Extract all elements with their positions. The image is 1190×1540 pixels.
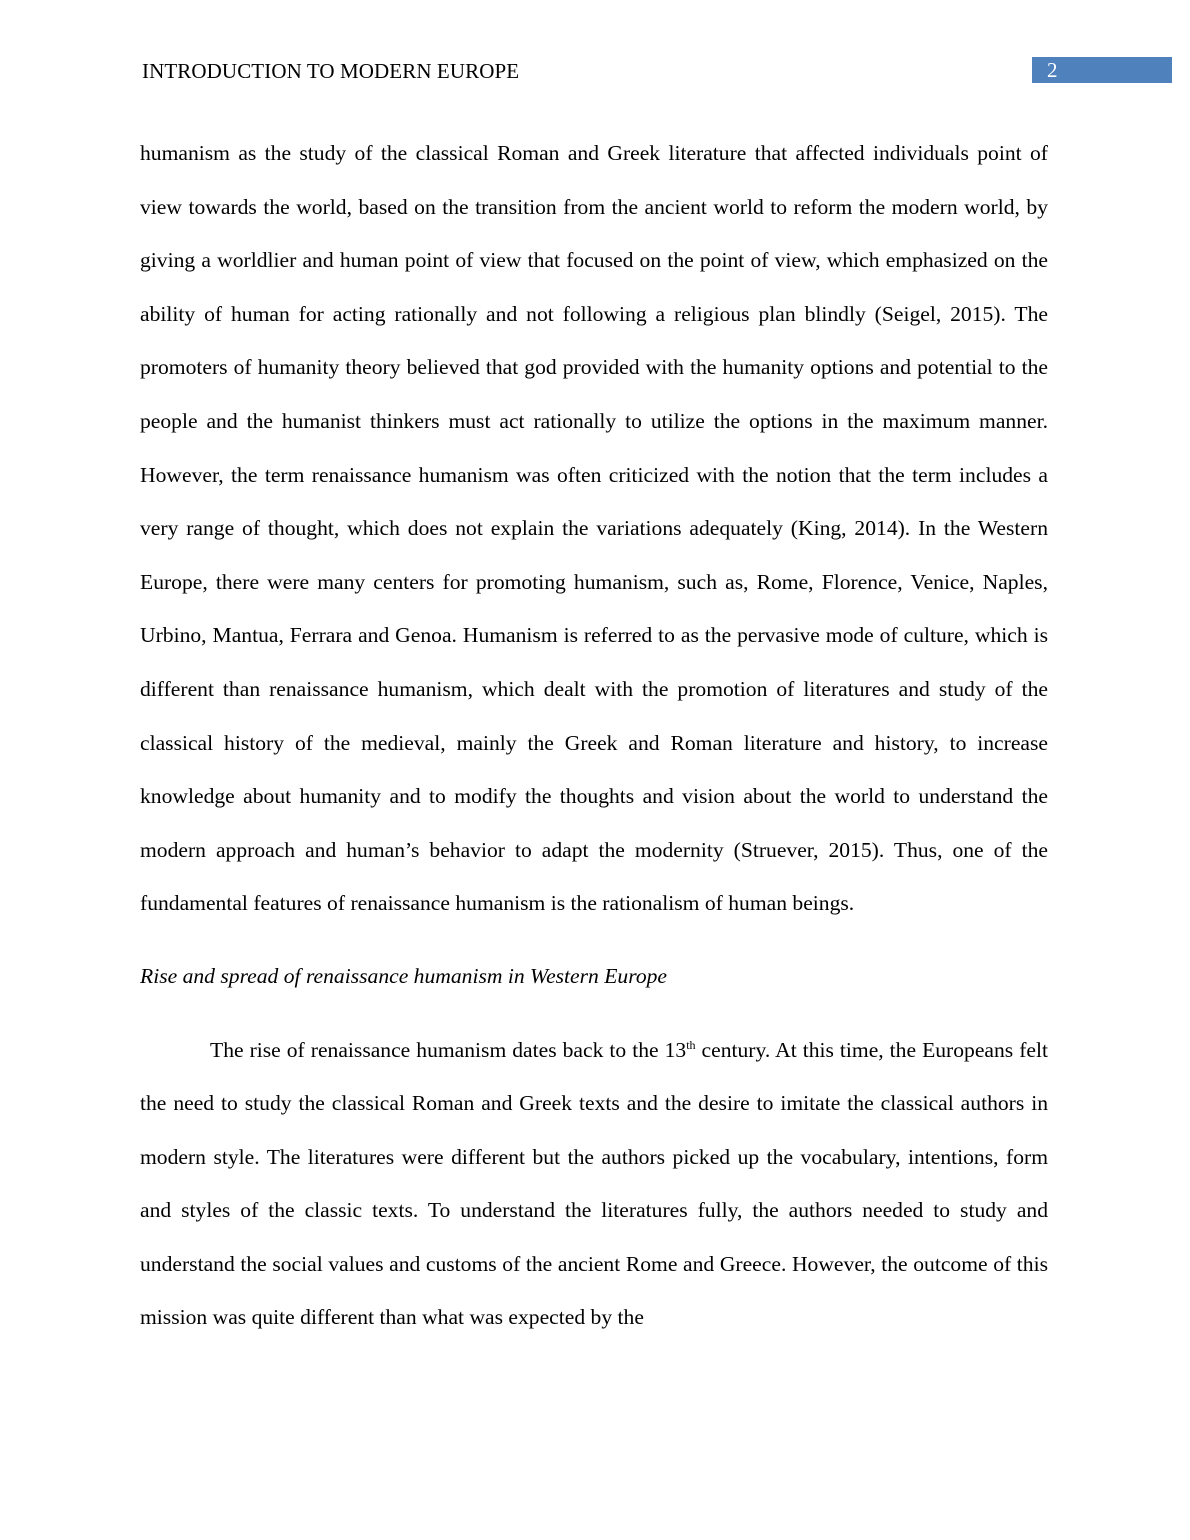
ordinal-superscript: th [686, 1037, 696, 1052]
body-paragraph: humanism as the study of the classical Roman and Greek literature that affected individuals point of view towards the world, based on the transition from the ancient world to reform the modern world, by giving a worldlier and human point of view that focused on the point of view, which emphasized on the ability of human for acting rationally and not following a religious plan blindly (Seigel, 2015). The promoters of humanity theory believed that god provided with the humanity options and potential to the people and the humanist thinkers must act rationally to utilize the options in the maximum manner. However, the term renaissance humanism was often criticized with the notion that the term includes a very range of thought, which does not explain the variations adequately (King, 2014). In the Western Europe, there were many centers for promoting humanism, such as, Rome, Florence, Venice, Naples, Urbino, Mantua, Ferrara and Genoa. Humanism is referred to as the pervasive mode of culture, which is different than renaissance humanism, which dealt with the promotion of literatures and study of the classical history of the medieval, mainly the Greek and Roman literature and history, to increase knowledge about humanity and to modify the thoughts and vision about the world to understand the modern approach and human’s behavior to adapt the modernity (Struever, 2015). Thus, one of the fundamental features of renaissance humanism is the rationalism of human beings. [140, 141, 1048, 916]
page-number: 2 [1047, 58, 1058, 82]
body-paragraph [140, 1024, 1048, 1346]
page-number-box [1032, 57, 1172, 83]
paragraph-text: century. At this time, the Europeans felt the need to study the classical Roman and Greek texts and the desire to imitate the classical authors in modern style. The literatures were different but the authors picked up the vocabulary, intentions, form and styles of the classic texts. To understand the literatures fully, the authors needed to study and understand the social values and customs of the ancient Rome and Greece. However, the outcome of this mission was quite different than what was expected by the [140, 1037, 1048, 1330]
running-head: INTRODUCTION TO MODERN EUROPE [142, 59, 520, 83]
section-heading: Rise and spread of renaissance humanism in Western Europe [140, 963, 668, 988]
page-header [0, 57, 1190, 85]
paragraph-text: The rise of renaissance humanism dates back to the 13 [210, 1037, 687, 1062]
document-body [140, 127, 1048, 1345]
